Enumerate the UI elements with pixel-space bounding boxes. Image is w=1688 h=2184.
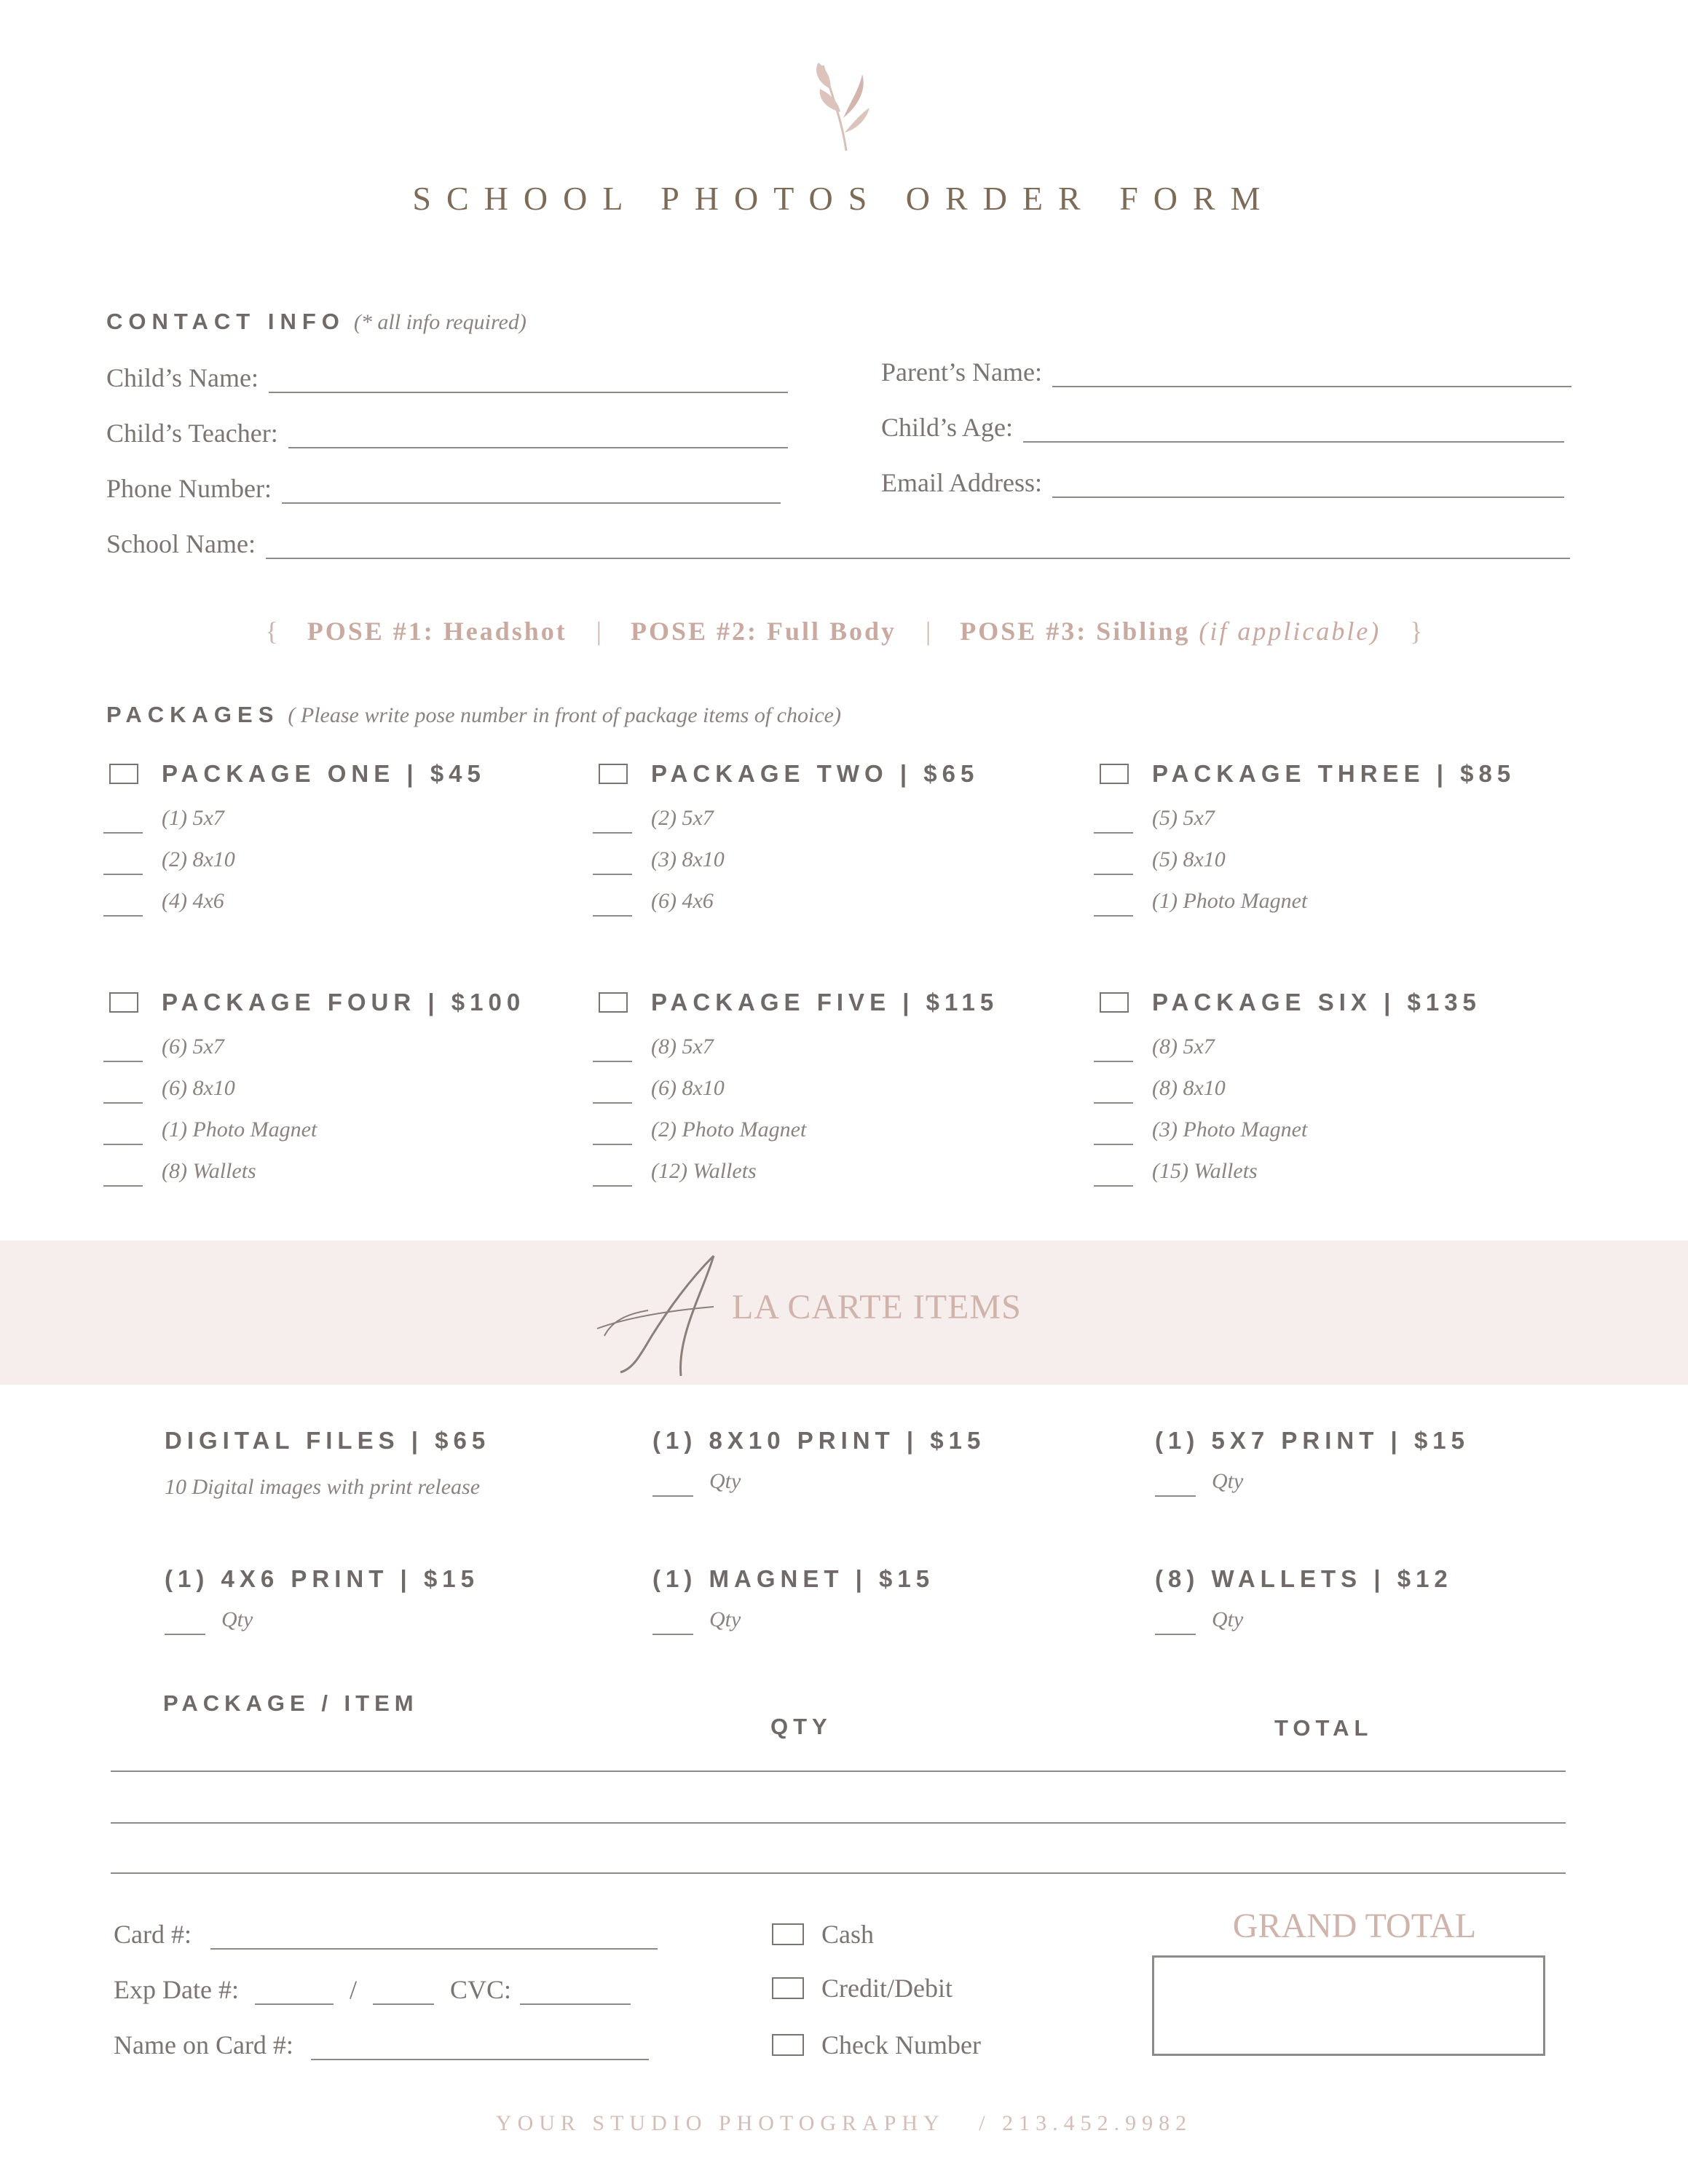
package-three-checkbox[interactable] (1100, 764, 1129, 784)
pose-1: POSE #1: Headshot (307, 617, 567, 646)
pose-close-brace: } (1410, 617, 1423, 646)
package-item (599, 875, 1065, 917)
child-age-field[interactable] (881, 412, 1564, 443)
pose-open-brace: { (265, 617, 278, 646)
pose-legend (0, 616, 1688, 646)
magnet-item (652, 1565, 1119, 1635)
package-item-label: (6) 8x10 (162, 1076, 235, 1100)
phone-field[interactable] (106, 473, 781, 504)
pose-separator: | (596, 617, 602, 646)
qty-label: Qty (221, 1607, 253, 1631)
phone-label: Phone Number: (106, 474, 272, 503)
school-name-input-line[interactable] (266, 536, 1570, 559)
package-item (109, 875, 575, 917)
child-name-label: Child’s Name: (106, 363, 259, 392)
qty-blank[interactable] (1155, 1466, 1196, 1497)
exp-year-input-line[interactable] (373, 1982, 434, 2005)
pose-number-blank[interactable] (1094, 1156, 1133, 1187)
package-item (1100, 875, 1566, 917)
print-8x10-title: (1) 8X10 PRINT | $15 (652, 1427, 986, 1454)
package-item-label: (2) 8x10 (162, 847, 235, 871)
package-item-label: (1) 5x7 (162, 806, 224, 830)
package-three-title: PACKAGE THREE | $85 (1152, 760, 1516, 787)
package-item (599, 834, 1065, 875)
packages-title: PACKAGES (106, 702, 280, 727)
package-item-label: (8) 5x7 (651, 1034, 714, 1059)
package-item (599, 1062, 1065, 1104)
package-item-label: (4) 4x6 (162, 889, 224, 913)
parent-name-input-line[interactable] (1052, 364, 1571, 387)
pose-separator: | (926, 617, 931, 646)
qty-blank[interactable] (652, 1466, 693, 1497)
package-four (109, 984, 575, 1187)
pose-number-blank[interactable] (103, 844, 143, 875)
footer (0, 2111, 1688, 2136)
credit-debit-label: Credit/Debit (821, 1974, 953, 2003)
qty-label: Qty (709, 1607, 741, 1631)
package-item (1100, 1104, 1566, 1145)
child-age-label: Child’s Age: (881, 413, 1014, 442)
name-on-card-label: Name on Card #: (114, 2030, 293, 2060)
child-name-field[interactable] (106, 363, 788, 393)
script-a-monogram-icon (583, 1249, 728, 1387)
package-item (1100, 834, 1566, 875)
digital-files-title: DIGITAL FILES | $65 (165, 1427, 491, 1454)
pose-number-blank[interactable] (1094, 1032, 1133, 1062)
child-age-input-line[interactable] (1023, 419, 1564, 443)
a-la-carte-heading: LA CARTE ITEMS (732, 1288, 1022, 1326)
parent-name-field[interactable] (881, 357, 1571, 387)
pose-number-blank[interactable] (1094, 1115, 1133, 1145)
expiry-cvc-field (114, 1974, 631, 2005)
package-item-label: (12) Wallets (651, 1159, 757, 1183)
package-item-label: (15) Wallets (1152, 1159, 1258, 1183)
school-name-field[interactable] (106, 529, 1570, 559)
child-teacher-field[interactable] (106, 418, 788, 448)
grand-total-box[interactable] (1152, 1955, 1545, 2056)
package-two-checkbox[interactable] (599, 764, 628, 784)
qty-blank[interactable] (1155, 1605, 1196, 1635)
exp-date-label: Exp Date #: (114, 1975, 239, 2004)
phone-input-line[interactable] (282, 480, 781, 504)
print-8x10-item (652, 1427, 1119, 1497)
pose-number-blank[interactable] (103, 1156, 143, 1187)
digital-files-item (165, 1427, 631, 1500)
email-input-line[interactable] (1052, 475, 1564, 498)
exp-month-input-line[interactable] (255, 1982, 334, 2005)
package-item-label: (1) Photo Magnet (1152, 889, 1308, 913)
package-item (599, 1145, 1065, 1187)
parent-name-label: Parent’s Name: (881, 357, 1042, 387)
wallets-item (1155, 1565, 1621, 1635)
pose-number-blank[interactable] (103, 1073, 143, 1104)
package-item (599, 1104, 1065, 1145)
package-one-checkbox[interactable] (109, 764, 138, 784)
payment-option-credit-debit[interactable] (772, 1973, 953, 2003)
package-six-checkbox[interactable] (1100, 992, 1129, 1013)
pose-number-blank[interactable] (1094, 1073, 1133, 1104)
package-item-label: (8) 5x7 (1152, 1034, 1215, 1059)
pose-number-blank[interactable] (103, 1032, 143, 1062)
package-item-label: (3) Photo Magnet (1152, 1117, 1308, 1142)
pose-number-blank[interactable] (593, 1156, 632, 1187)
package-item-label: (8) Wallets (162, 1159, 256, 1183)
name-on-card-field[interactable] (114, 2030, 649, 2060)
package-six-title: PACKAGE SIX | $135 (1152, 989, 1481, 1016)
order-row-line[interactable] (111, 1822, 1566, 1824)
payment-option-cash[interactable] (772, 1919, 874, 1950)
pose-number-blank[interactable] (1094, 844, 1133, 875)
package-item (599, 1021, 1065, 1062)
pose-number-blank[interactable] (593, 803, 632, 834)
pose-3-note: (if applicable) (1199, 617, 1381, 646)
package-item-label: (6) 4x6 (651, 889, 714, 913)
child-teacher-label: Child’s Teacher: (106, 419, 278, 448)
print-5x7-item (1155, 1427, 1621, 1497)
child-teacher-input-line[interactable] (288, 425, 788, 448)
cvc-input-line[interactable] (520, 1982, 631, 2005)
card-number-input-line[interactable] (210, 1926, 658, 1950)
column-header-qty: QTY (770, 1714, 832, 1739)
package-item (109, 1021, 575, 1062)
package-four-checkbox[interactable] (109, 992, 138, 1013)
package-item (1100, 1021, 1566, 1062)
qty-label: Qty (709, 1469, 741, 1493)
package-six (1100, 984, 1566, 1187)
pose-3: POSE #3: Sibling (960, 617, 1191, 646)
qty-blank[interactable] (165, 1605, 205, 1635)
package-item (1100, 792, 1566, 834)
package-item (109, 792, 575, 834)
package-item (109, 1062, 575, 1104)
check-number-checkbox[interactable] (772, 2034, 804, 2056)
package-item (109, 1104, 575, 1145)
package-item-label: (2) 5x7 (651, 806, 714, 830)
qty-label: Qty (1212, 1469, 1244, 1493)
check-number-label: Check Number (821, 2030, 981, 2060)
order-row-line[interactable] (111, 1770, 1566, 1772)
package-item (109, 1145, 575, 1187)
packages-note: ( Please write pose number in front of package items of choice) (288, 703, 841, 727)
packages-heading (106, 702, 841, 728)
package-two-title: PACKAGE TWO | $65 (651, 760, 979, 787)
package-item (1100, 1062, 1566, 1104)
school-name-label: School Name: (106, 529, 256, 558)
exp-date-slash: / (349, 1975, 357, 2004)
pose-number-blank[interactable] (593, 1073, 632, 1104)
pose-number-blank[interactable] (103, 803, 143, 834)
order-row-line[interactable] (111, 1872, 1566, 1874)
credit-debit-checkbox[interactable] (772, 1977, 804, 1999)
contact-info-heading (106, 309, 526, 335)
pose-number-blank[interactable] (593, 1032, 632, 1062)
contact-info-note: (* all info required) (353, 310, 526, 334)
name-on-card-input-line[interactable] (311, 2037, 649, 2060)
package-item (109, 834, 575, 875)
package-five-checkbox[interactable] (599, 992, 628, 1013)
column-header-total: TOTAL (1274, 1715, 1373, 1741)
magnet-title: (1) MAGNET | $15 (652, 1565, 935, 1592)
pose-number-blank[interactable] (593, 886, 632, 917)
package-item-label: (5) 5x7 (1152, 806, 1215, 830)
package-one (109, 756, 575, 917)
package-four-title: PACKAGE FOUR | $100 (162, 989, 526, 1016)
package-item-label: (8) 8x10 (1152, 1076, 1226, 1100)
print-4x6-item (165, 1565, 631, 1635)
package-item (599, 792, 1065, 834)
package-item (1100, 1145, 1566, 1187)
card-number-field[interactable] (114, 1919, 658, 1950)
footer-studio-name: YOUR STUDIO PHOTOGRAPHY (495, 2111, 945, 2135)
grand-total-label: GRAND TOTAL (1232, 1907, 1477, 1945)
print-4x6-title: (1) 4X6 PRINT | $15 (165, 1565, 480, 1592)
package-three (1100, 756, 1566, 917)
pose-number-blank[interactable] (1094, 803, 1133, 834)
pose-2: POSE #2: Full Body (630, 617, 897, 646)
pose-number-blank[interactable] (593, 844, 632, 875)
payment-option-check[interactable] (772, 2030, 981, 2060)
package-five-title: PACKAGE FIVE | $115 (651, 989, 999, 1016)
footer-phone: / 213.452.9982 (979, 2111, 1193, 2135)
email-label: Email Address: (881, 468, 1042, 497)
pose-number-blank[interactable] (593, 1115, 632, 1145)
card-number-label: Card #: (114, 1920, 192, 1949)
package-item-label: (2) Photo Magnet (651, 1117, 807, 1142)
digital-files-subtitle: 10 Digital images with print release (165, 1475, 481, 1499)
package-one-title: PACKAGE ONE | $45 (162, 760, 486, 787)
cvc-label: CVC: (449, 1975, 511, 2004)
package-item-label: (3) 8x10 (651, 847, 725, 871)
qty-label: Qty (1212, 1607, 1244, 1631)
package-two (599, 756, 1065, 917)
leaf-sprig-logo-icon (808, 60, 881, 154)
child-name-input-line[interactable] (269, 370, 788, 393)
package-item-label: (6) 8x10 (651, 1076, 725, 1100)
package-item-label: (5) 8x10 (1152, 847, 1226, 871)
column-header-package-item: PACKAGE / ITEM (163, 1690, 419, 1716)
page-title: SCHOOL PHOTOS ORDER FORM (412, 180, 1276, 217)
cash-label: Cash (821, 1920, 874, 1949)
qty-blank[interactable] (652, 1605, 693, 1635)
pose-number-blank[interactable] (103, 1115, 143, 1145)
package-item-label: (1) Photo Magnet (162, 1117, 318, 1142)
pose-number-blank[interactable] (1094, 886, 1133, 917)
cash-checkbox[interactable] (772, 1923, 804, 1945)
email-field[interactable] (881, 467, 1564, 498)
package-five (599, 984, 1065, 1187)
wallets-title: (8) WALLETS | $12 (1155, 1565, 1453, 1592)
contact-info-title: CONTACT INFO (106, 309, 345, 334)
pose-number-blank[interactable] (103, 886, 143, 917)
package-item-label: (6) 5x7 (162, 1034, 224, 1059)
print-5x7-title: (1) 5X7 PRINT | $15 (1155, 1427, 1470, 1454)
